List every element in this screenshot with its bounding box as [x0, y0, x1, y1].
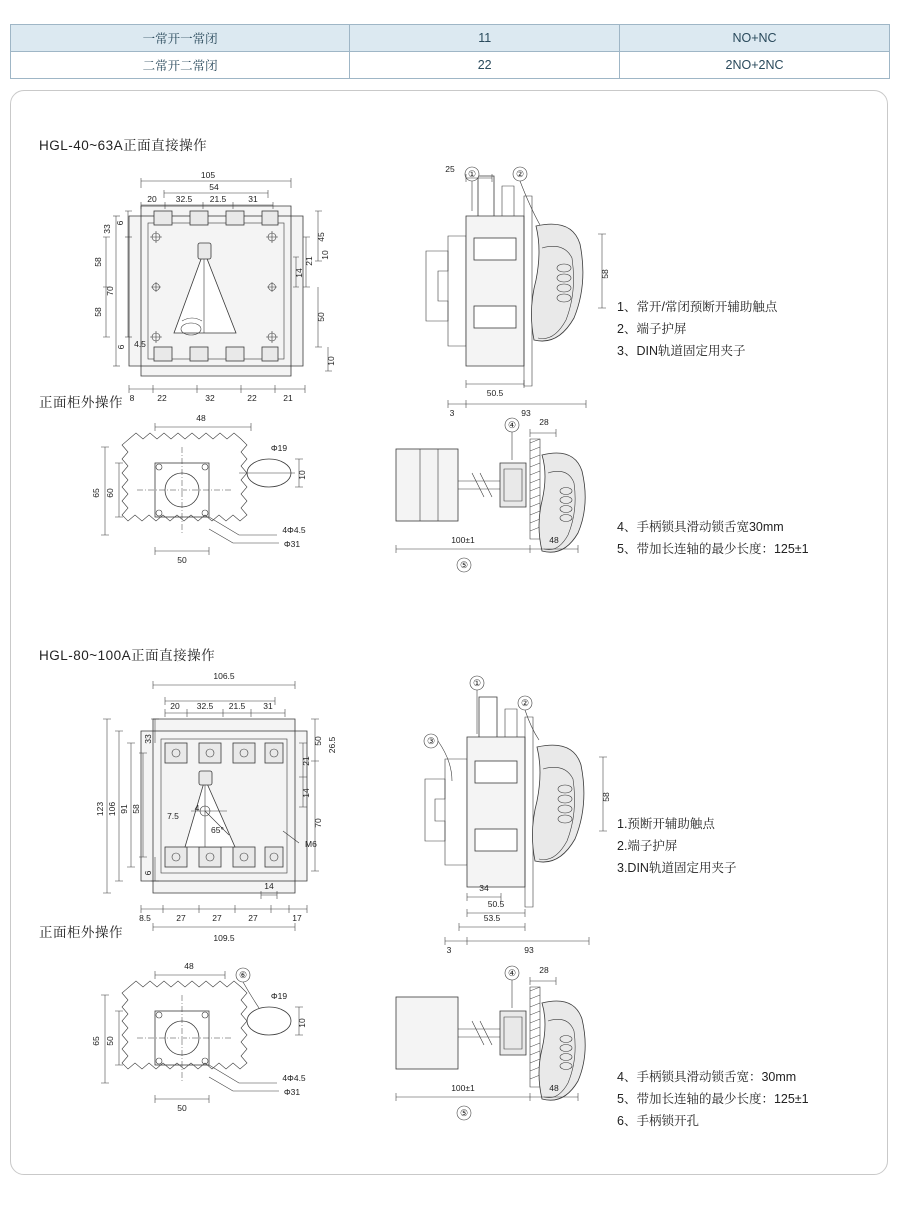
- notes-block-3: [617, 813, 736, 879]
- note-item: 5、带加长连轴的最少长度：125±1: [617, 542, 809, 556]
- svg-text:32.5: 32.5: [196, 701, 214, 711]
- svg-text:④: ④: [507, 420, 517, 430]
- note-item: 1.预断开辅助触点: [617, 817, 715, 831]
- table-row: [11, 52, 890, 79]
- svg-text:50: 50: [177, 1103, 187, 1113]
- svg-text:48: 48: [184, 961, 194, 971]
- svg-text:①: ①: [467, 169, 477, 179]
- cell-en: NO+NC: [620, 25, 890, 52]
- svg-text:8.5: 8.5: [139, 913, 151, 923]
- svg-text:50: 50: [313, 736, 323, 746]
- section-title-4: 正面柜外操作: [39, 925, 123, 940]
- svg-text:50: 50: [177, 555, 187, 565]
- svg-text:①: ①: [472, 678, 482, 688]
- drawing-cutout-plate-2: [89, 949, 379, 1129]
- svg-text:48: 48: [196, 413, 206, 423]
- note-item: 6、手柄锁开孔: [617, 1114, 699, 1128]
- svg-text:123: 123: [95, 801, 105, 817]
- svg-text:10: 10: [326, 356, 336, 366]
- svg-text:28: 28: [539, 965, 549, 975]
- svg-text:10: 10: [297, 1018, 307, 1028]
- svg-text:45: 45: [316, 232, 326, 242]
- svg-text:Φ31: Φ31: [283, 539, 301, 549]
- note-item: 3.DIN轨道固定用夹子: [617, 861, 737, 875]
- svg-text:22: 22: [157, 393, 167, 403]
- note-item: 1、常开/常闭预断开辅助触点: [617, 300, 778, 314]
- svg-text:27: 27: [248, 913, 258, 923]
- svg-text:4Φ4.5: 4Φ4.5: [282, 525, 306, 535]
- svg-text:7.5: 7.5: [167, 811, 179, 821]
- svg-text:54: 54: [209, 182, 219, 192]
- svg-text:93: 93: [524, 945, 534, 955]
- svg-text:⑤: ⑤: [459, 1108, 469, 1118]
- notes-block-2: [617, 516, 809, 560]
- svg-text:48: 48: [549, 1083, 559, 1093]
- note-item: 2.端子护屏: [617, 839, 678, 853]
- svg-text:21: 21: [301, 756, 311, 766]
- svg-text:50.5: 50.5: [486, 388, 504, 398]
- svg-text:4: 4: [194, 803, 200, 813]
- svg-text:31: 31: [263, 701, 273, 711]
- note-item: 5、带加长连轴的最少长度：125±1: [617, 1092, 809, 1106]
- cell-en: 2NO+2NC: [620, 52, 890, 79]
- drawing-extension-shaft-2: [386, 959, 626, 1129]
- svg-text:28: 28: [539, 417, 549, 427]
- note-item: 3、DIN轨道固定用夹子: [617, 344, 746, 358]
- svg-text:91: 91: [119, 804, 129, 814]
- cell-code: 11: [350, 25, 620, 52]
- svg-text:27: 27: [176, 913, 186, 923]
- svg-text:3: 3: [446, 945, 452, 955]
- svg-text:④: ④: [507, 968, 517, 978]
- svg-text:4.5: 4.5: [134, 339, 146, 349]
- svg-text:105: 105: [200, 170, 216, 180]
- svg-text:32.5: 32.5: [175, 194, 193, 204]
- svg-text:Φ19: Φ19: [270, 991, 288, 1001]
- notes-block-1: [617, 296, 777, 362]
- svg-text:3: 3: [449, 408, 455, 418]
- svg-text:58: 58: [131, 804, 141, 814]
- svg-text:17: 17: [292, 913, 302, 923]
- svg-text:48: 48: [549, 535, 559, 545]
- svg-text:20: 20: [147, 194, 157, 204]
- svg-text:6: 6: [116, 344, 126, 350]
- svg-text:26.5: 26.5: [327, 736, 337, 754]
- drawing-panel: [10, 90, 888, 1175]
- svg-text:14: 14: [301, 788, 311, 798]
- svg-text:21: 21: [304, 256, 314, 266]
- drawing-cutout-plate-1: [89, 401, 379, 581]
- svg-text:100±1: 100±1: [451, 535, 475, 545]
- svg-text:4Φ4.5: 4Φ4.5: [282, 1073, 306, 1083]
- spec-table: [10, 24, 890, 79]
- svg-text:32: 32: [205, 393, 215, 403]
- svg-text:⑤: ⑤: [459, 560, 469, 570]
- svg-text:65: 65: [91, 488, 101, 498]
- svg-text:31: 31: [248, 194, 258, 204]
- svg-text:14: 14: [294, 268, 304, 278]
- notes-block-4: [617, 1066, 809, 1132]
- section-title-3: HGL-80~100A正面直接操作: [39, 648, 216, 663]
- svg-text:58: 58: [93, 257, 103, 267]
- svg-text:109.5: 109.5: [213, 933, 235, 943]
- cell-spec: 一常开一常闭: [11, 25, 350, 52]
- section-title-1: HGL-40~63A正面直接操作: [39, 138, 208, 153]
- svg-text:10: 10: [297, 470, 307, 480]
- svg-text:21: 21: [283, 393, 293, 403]
- svg-text:65°: 65°: [211, 825, 224, 835]
- svg-text:6: 6: [115, 220, 125, 226]
- table-row: [11, 25, 890, 52]
- svg-text:33: 33: [143, 734, 153, 744]
- svg-text:6: 6: [143, 870, 153, 876]
- svg-text:21.5: 21.5: [209, 194, 227, 204]
- svg-text:22: 22: [247, 393, 257, 403]
- svg-text:60: 60: [105, 488, 115, 498]
- svg-text:106: 106: [107, 801, 117, 817]
- svg-text:50.5: 50.5: [487, 899, 505, 909]
- note-item: 4、手柄锁具滑动锁舌宽：30mm: [617, 1070, 797, 1084]
- svg-text:27: 27: [212, 913, 222, 923]
- svg-text:50: 50: [316, 312, 326, 322]
- note-item: 4、手柄锁具滑动锁舌宽30mm: [617, 520, 784, 534]
- svg-text:③: ③: [426, 736, 436, 746]
- svg-text:100±1: 100±1: [451, 1083, 475, 1093]
- svg-text:50: 50: [105, 1036, 115, 1046]
- svg-text:②: ②: [520, 698, 530, 708]
- svg-text:②: ②: [515, 169, 525, 179]
- svg-text:106.5: 106.5: [213, 671, 235, 681]
- cell-code: 22: [350, 52, 620, 79]
- cell-spec: 二常开二常闭: [11, 52, 350, 79]
- svg-text:58: 58: [93, 307, 103, 317]
- svg-text:33: 33: [102, 224, 112, 234]
- svg-text:8: 8: [129, 393, 135, 403]
- drawing-front-80-100: [95, 661, 401, 981]
- svg-text:⑥: ⑥: [238, 970, 248, 980]
- svg-text:Φ19: Φ19: [270, 443, 288, 453]
- svg-text:14: 14: [264, 881, 274, 891]
- svg-text:53.5: 53.5: [483, 913, 501, 923]
- svg-text:70: 70: [313, 818, 323, 828]
- svg-text:93: 93: [521, 408, 531, 418]
- svg-text:70: 70: [105, 286, 115, 296]
- svg-text:10: 10: [320, 250, 330, 260]
- drawing-extension-shaft-1: [386, 411, 626, 581]
- svg-text:34: 34: [479, 883, 489, 893]
- svg-text:20: 20: [170, 701, 180, 711]
- svg-text:25: 25: [445, 164, 455, 174]
- note-item: 2、端子护屏: [617, 322, 687, 336]
- svg-text:Φ31: Φ31: [283, 1087, 301, 1097]
- svg-text:M6: M6: [305, 839, 317, 849]
- svg-text:58: 58: [601, 792, 611, 802]
- svg-text:65: 65: [91, 1036, 101, 1046]
- section-title-2: 正面柜外操作: [39, 395, 123, 410]
- svg-text:21.5: 21.5: [228, 701, 246, 711]
- drawing-side-80-100: [419, 669, 649, 959]
- drawing-side-40-63: [416, 156, 646, 446]
- svg-text:58: 58: [600, 269, 610, 279]
